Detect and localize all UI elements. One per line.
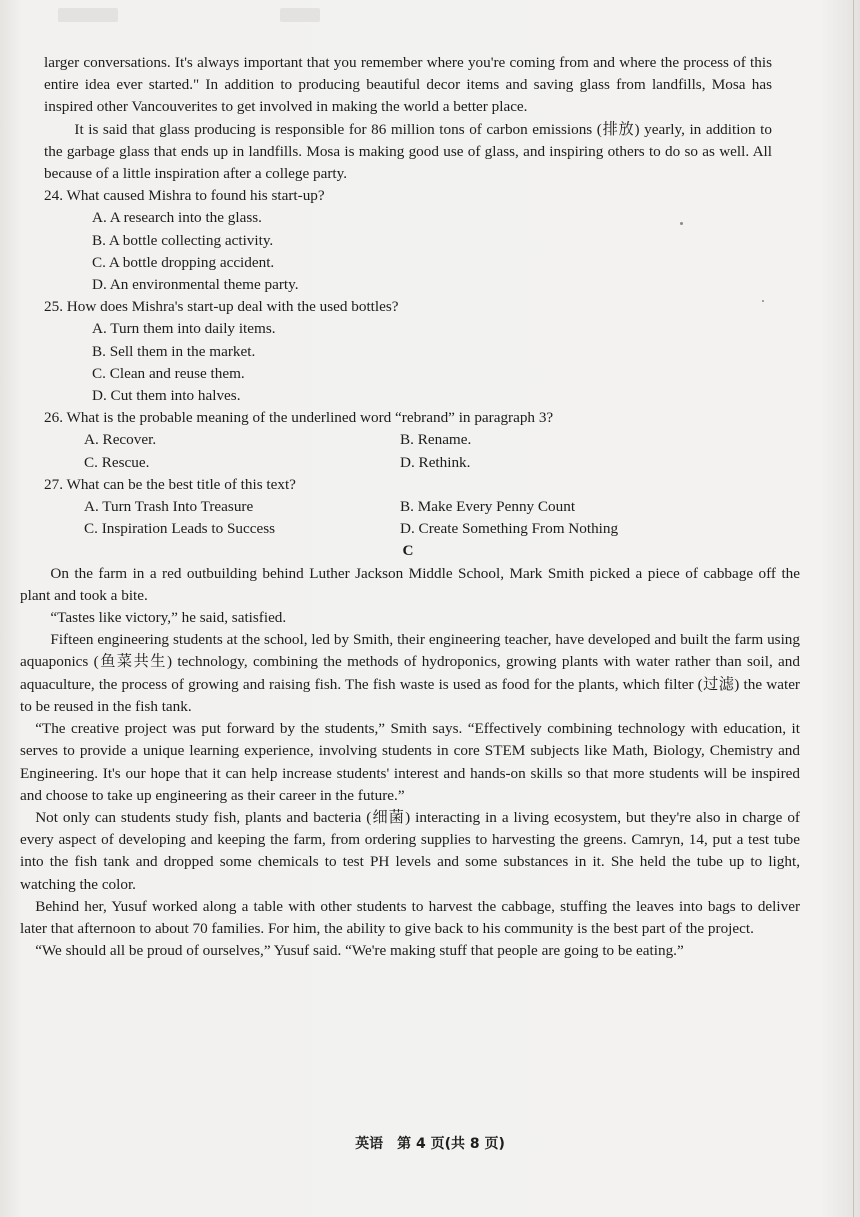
option-a: A. Turn them into daily items. <box>92 320 276 338</box>
page-edge-shadow <box>853 0 854 1217</box>
option-b: B. Rename. <box>400 431 472 449</box>
passage-paragraph: Not only can students study fish, plants and bacteria (细菌) interacting in a living ecosystem, but they're also in charge of every aspect of developing and keeping the farm, from ordering supplies to harvesting the greens. Camryn, 14, put a test tube into the fish tank and dropped some chemicals to test PH levels and some substances in it. She held the tube up to light, watching the color. <box>20 808 800 893</box>
option-row <box>84 496 772 518</box>
option-b: B. Make Every Penny Count <box>400 498 576 516</box>
option-row <box>84 452 772 474</box>
bleed-through-strip <box>30 0 830 44</box>
option-b: B. Sell them in the market. <box>92 342 256 360</box>
option-d: D. An environmental theme party. <box>92 276 299 294</box>
option-a: A. Recover. <box>84 431 157 449</box>
question-stem: 25. How does Mishra's start-up deal with the used bottles? <box>44 298 399 316</box>
option-b: B. A bottle collecting activity. <box>92 231 274 249</box>
option-c: C. A bottle dropping accident. <box>92 253 275 271</box>
question-27 <box>44 474 772 541</box>
page-content <box>14 52 800 962</box>
bleed-mark <box>280 8 320 22</box>
passage-paragraph: “Tastes like victory,” he said, satisfied. <box>50 609 287 627</box>
question-26 <box>44 407 772 474</box>
bleed-mark <box>58 8 118 22</box>
question-stem: 26. What is the probable meaning of the underlined word “rebrand” in paragraph 3? <box>44 409 554 427</box>
passage-paragraph: “The creative project was put forward by the students,” Smith says. “Effectively combining technology with education, it serves to provide a unique learning experience, involving students in core STEM subjects like Math, Biology, Chemistry and Engineering. It's our hope that it can help increase students' interest and hands-on skills so that more students will be inspired and choose to take up engineering as their career in the future.” <box>20 720 800 804</box>
option-c: C. Inspiration Leads to Success <box>84 520 276 538</box>
option-row <box>84 518 772 540</box>
option-a: A. A research into the glass. <box>92 209 262 227</box>
page-footer: 英语 第 4 页(共 8 页) <box>355 1136 505 1152</box>
passage-paragraph: It is said that glass producing is responsible for 86 million tons of carbon emissions (排放) yearly, in addition to the garbage glass that ends up in landfills. Mosa is making good use of glass, and inspiring others to do so as well. All because of a little inspiration after a college party. <box>44 120 772 183</box>
option-d: D. Create Something From Nothing <box>400 520 619 538</box>
passage-paragraph: Behind her, Yusuf worked along a table with other students to harvest the cabbage, stuffing the leaves into bags to deliver later that afternoon to about 70 families. For him, the ability to give back to his community is the best part of the project. <box>20 897 800 937</box>
option-d: D. Cut them into halves. <box>92 387 241 405</box>
option-a: A. Turn Trash Into Treasure <box>84 498 254 516</box>
passage-c <box>20 563 800 963</box>
passage-paragraph: larger conversations. It's always important that you remember where you're coming from and where the process of this entire idea ever started." In addition to producing beautiful decor items and saving glass from landfills, Mosa has inspired other Vancouverites to get involved in making the world a better place. <box>44 54 772 116</box>
passage-paragraph: Fifteen engineering students at the school, led by Smith, their engineering teacher, have developed and built the farm using aquaponics (鱼菜共生) technology, combining the methods of hydroponics, growing plants with water rather than soil, and aquaculture, the process of growing and raising fish. The fish waste is used as food for the plants, which filter (过滤) the water to be reused in the fish tank. <box>20 631 800 715</box>
section-label: C <box>402 542 414 560</box>
option-c: C. Rescue. <box>84 453 150 471</box>
question-25 <box>44 296 772 407</box>
question-24 <box>44 185 772 296</box>
passage-paragraph: “We should all be proud of ourselves,” Yusuf said. “We're making stuff that people are going to be eating.” <box>35 942 684 960</box>
passage-paragraph: On the farm in a red outbuilding behind Luther Jackson Middle School, Mark Smith picked a piece of cabbage off the plant and took a bite. <box>20 564 800 604</box>
option-row <box>84 429 772 451</box>
question-stem: 27. What can be the best title of this text? <box>44 475 296 493</box>
question-stem: 24. What caused Mishra to found his start-up? <box>44 187 325 205</box>
option-c: C. Clean and reuse them. <box>92 364 245 382</box>
option-d: D. Rethink. <box>400 453 471 471</box>
